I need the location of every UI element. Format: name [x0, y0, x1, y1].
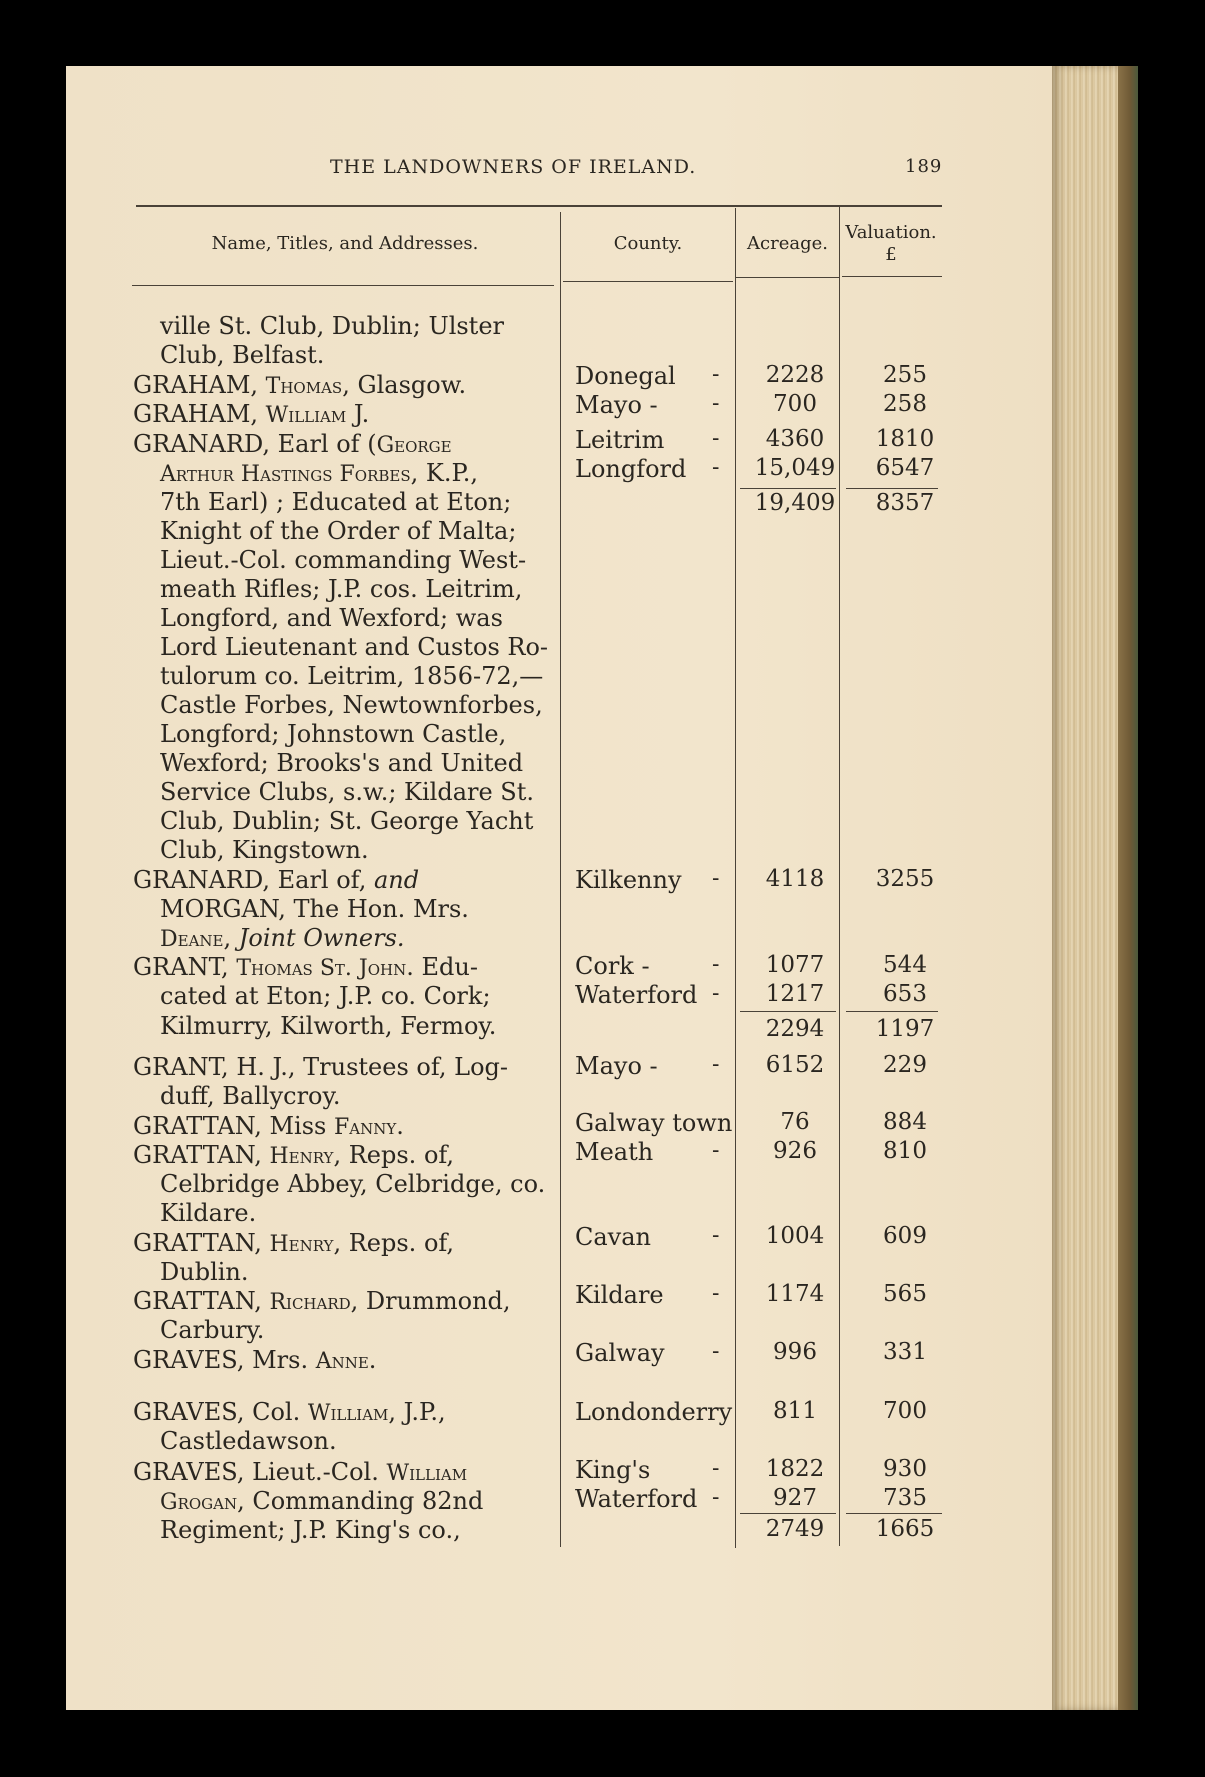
entry-line — [160, 1258, 249, 1286]
entry-text: GRATTAN, — [133, 1229, 270, 1257]
entry-text: GRAHAM, — [133, 400, 266, 428]
entry-line — [133, 1053, 508, 1081]
col-divider-3 — [839, 206, 840, 1546]
entry-line — [160, 1082, 341, 1110]
entry-text: Thomas St. John — [236, 956, 407, 981]
valuation-cell: 544 — [883, 952, 927, 978]
entry-text: meath Rifles; J.P. cos. Leitrim, — [160, 575, 523, 603]
column-header-name: Name, Titles, and Addresses. — [211, 233, 479, 254]
acreage-total: 2749 — [765, 1516, 825, 1542]
book-spine-band — [1118, 66, 1138, 1710]
acreage-cell: 76 — [780, 1109, 810, 1135]
county-cell: King's — [575, 1456, 651, 1484]
entry-text: GRATTAN, Miss — [133, 1112, 334, 1140]
valuation-cell: 6547 — [875, 455, 935, 481]
entry-line — [160, 488, 511, 516]
sum-rule-valuation — [846, 488, 938, 489]
valuation-cell: 700 — [883, 1398, 927, 1424]
county-cell: Kildare — [575, 1281, 664, 1309]
entry-line — [160, 517, 516, 545]
county-cell: Donegal — [575, 362, 676, 390]
entry-line — [160, 895, 469, 923]
acreage-total: 19,409 — [754, 490, 836, 516]
valuation-cell: 331 — [883, 1339, 927, 1365]
county-cell: Longford — [575, 455, 687, 483]
entry-line — [160, 924, 405, 954]
valuation-cell: 1810 — [875, 426, 935, 452]
entry-text: GRATTAN, — [133, 1141, 270, 1169]
sum-rule-valuation — [846, 1513, 942, 1514]
county-cell: Cavan — [575, 1223, 651, 1251]
column-header-acreage: Acreage. — [747, 233, 828, 254]
entry-text: and — [373, 866, 420, 894]
entry-text: , J.P., — [388, 1398, 446, 1426]
entry-text: tulorum co. Leitrim, 1856-72,— — [160, 662, 544, 690]
valuation-total: 1197 — [875, 1016, 935, 1042]
entry-text: , K.P., — [410, 459, 478, 487]
entry-text: Club, Belfast. — [160, 341, 325, 369]
county-cell: Kilkenny — [575, 866, 682, 894]
entry-line — [133, 371, 466, 401]
page-number: 189 — [905, 156, 943, 177]
acreage-header-underline — [736, 277, 839, 278]
entry-line — [160, 1427, 337, 1455]
column-header-valuation: Valuation. — [845, 222, 937, 243]
entry-text: 7th Earl) ; Educated at Eton; — [160, 488, 512, 516]
entry-line — [133, 400, 369, 430]
acreage-cell: 927 — [773, 1485, 817, 1511]
entry-text: Lord Lieutenant and Custos Ro- — [160, 633, 549, 661]
entry-text: William — [386, 1461, 468, 1486]
sum-rule-acreage — [740, 1011, 836, 1012]
valuation-cell: 735 — [883, 1485, 927, 1511]
acreage-cell: 1004 — [765, 1223, 825, 1249]
entry-line — [160, 720, 506, 748]
entry-text: Lieut.-Col. commanding West- — [160, 546, 527, 574]
valuation-cell: 229 — [883, 1052, 927, 1078]
entry-line — [160, 341, 324, 369]
leader-dash: - — [712, 362, 720, 387]
entry-text: Joint Owners. — [238, 924, 405, 952]
entry-line — [160, 633, 548, 661]
entry-text: George — [376, 433, 452, 458]
col-divider-1 — [560, 212, 561, 1547]
entry-line — [160, 807, 533, 835]
entry-text: Thomas — [265, 374, 343, 399]
entry-text: MORGAN, The Hon. Mrs. — [160, 895, 469, 923]
acreage-cell: 1822 — [765, 1456, 825, 1482]
entry-text: . Edu- — [406, 953, 478, 981]
valuation-total: 1665 — [875, 1516, 935, 1542]
entry-line — [160, 575, 522, 603]
entry-line — [133, 1112, 404, 1142]
entry-text: GRANT, — [133, 953, 237, 981]
entry-text: ville St. Club, Dublin; Ulster — [160, 312, 505, 340]
leader-dash: - — [712, 1052, 720, 1077]
entry-text: . — [368, 1346, 377, 1374]
entry-text: GRAVES, Mrs. — [133, 1346, 316, 1374]
entry-line — [133, 430, 452, 460]
entry-text: , Glasgow. — [342, 371, 467, 399]
leader-dash: - — [712, 1138, 720, 1163]
entry-text: , Drummond, — [350, 1287, 511, 1315]
county-cell: Galway town — [575, 1109, 733, 1137]
entry-text: Wexford; Brooks's and United — [160, 749, 524, 777]
leader-dash: - — [712, 1223, 720, 1248]
entry-text: GRATTAN, — [133, 1287, 270, 1315]
valuation-unit: £ — [885, 244, 897, 265]
county-cell: Mayo - — [575, 391, 658, 419]
entry-text: Castledawson. — [160, 1427, 337, 1455]
entry-line — [160, 749, 523, 777]
entry-line — [133, 1287, 511, 1317]
entry-line — [160, 546, 526, 574]
acreage-cell: 996 — [773, 1339, 817, 1365]
entry-text: Grogan — [160, 1490, 238, 1515]
entry-line — [133, 1346, 376, 1376]
entry-line — [160, 1516, 461, 1544]
leader-dash: - — [712, 455, 720, 480]
entry-line — [133, 1229, 454, 1259]
acreage-cell: 2228 — [765, 362, 825, 388]
sum-rule-acreage — [740, 488, 836, 489]
entry-text: Club, Dublin; St. George Yacht — [160, 807, 534, 835]
valuation-cell: 810 — [883, 1138, 927, 1164]
entry-line — [160, 1012, 496, 1040]
county-cell: Leitrim — [575, 426, 665, 454]
county-cell: Cork - — [575, 952, 650, 980]
entry-line — [133, 1398, 446, 1428]
top-rule — [136, 205, 942, 207]
county-cell: Galway — [575, 1339, 665, 1367]
entry-text: GRANT, H. J., Trustees of, Log- — [133, 1053, 508, 1081]
acreage-cell: 700 — [773, 391, 817, 417]
valuation-cell: 653 — [883, 981, 927, 1007]
entry-line — [133, 953, 478, 983]
entry-text: cated at Eton; J.P. co. Cork; — [160, 982, 491, 1010]
leader-dash: - — [712, 1339, 720, 1364]
county-cell: Mayo - — [575, 1052, 658, 1080]
entry-text: Longford; Johnstown Castle, — [160, 720, 507, 748]
county-header-underline — [563, 281, 733, 282]
sum-rule-acreage — [740, 1513, 836, 1514]
acreage-cell: 1077 — [765, 952, 825, 978]
valuation-cell: 3255 — [875, 866, 935, 892]
entry-line — [160, 459, 478, 489]
entry-text: William — [265, 403, 347, 428]
valuation-cell: 609 — [883, 1223, 927, 1249]
entry-text: , Reps. of, — [333, 1141, 455, 1169]
entry-text: duff, Ballycroy. — [160, 1082, 341, 1110]
running-title: THE LANDOWNERS OF IRELAND. — [330, 156, 697, 178]
entry-text: Longford, and Wexford; was — [160, 604, 503, 632]
entry-line — [160, 662, 543, 690]
entry-text: GRAHAM, — [133, 371, 266, 399]
entry-text: Anne — [315, 1349, 369, 1374]
entry-line — [160, 691, 543, 719]
entry-line — [160, 1170, 545, 1198]
entry-text: Carbury. — [160, 1316, 265, 1344]
entry-text: Club, Kingstown. — [160, 836, 369, 864]
acreage-cell: 4118 — [765, 866, 825, 892]
entry-text: GRANARD, Earl of, — [133, 866, 374, 894]
entry-line — [160, 604, 503, 632]
leader-dash: - — [712, 981, 720, 1006]
entry-line — [133, 1141, 454, 1171]
col-divider-2 — [735, 208, 736, 1548]
entry-text: Regiment; J.P. King's co., — [160, 1516, 461, 1544]
leader-dash: - — [712, 1456, 720, 1481]
entry-text: Arthur Hastings Forbes — [160, 462, 411, 487]
entry-text: GRAVES, Lieut.-Col. — [133, 1458, 387, 1486]
acreage-total: 2294 — [765, 1016, 825, 1042]
name-header-underline — [132, 285, 554, 286]
entry-line — [160, 312, 504, 340]
valuation-cell: 258 — [883, 391, 927, 417]
acreage-cell: 6152 — [765, 1052, 825, 1078]
entry-text: . — [396, 1112, 404, 1140]
entry-text: Richard — [269, 1290, 351, 1315]
valuation-cell: 930 — [883, 1456, 927, 1482]
leader-dash: - — [712, 1485, 720, 1510]
entry-text: Castle Forbes, Newtownforbes, — [160, 691, 543, 719]
acreage-cell: 926 — [773, 1138, 817, 1164]
entry-text: Henry — [269, 1232, 334, 1257]
valuation-header-underline — [842, 276, 942, 277]
entry-text: Celbridge Abbey, Celbridge, co. — [160, 1170, 546, 1198]
county-cell: Londonderry — [575, 1398, 733, 1426]
acreage-cell: 811 — [773, 1398, 817, 1424]
leader-dash: - — [712, 866, 720, 891]
entry-line — [160, 836, 369, 864]
entry-text: Kilmurry, Kilworth, Fermoy. — [160, 1012, 497, 1040]
valuation-cell: 884 — [883, 1109, 927, 1135]
entry-line — [133, 866, 419, 894]
leader-dash: - — [712, 391, 720, 416]
county-cell: Waterford — [575, 1485, 698, 1513]
leader-dash: - — [712, 1281, 720, 1306]
column-header-county: County. — [613, 233, 683, 254]
entry-text: Service Clubs, s.w.; Kildare St. — [160, 778, 535, 806]
entry-line — [133, 1458, 467, 1488]
entry-text: J. — [346, 400, 370, 428]
entry-line — [160, 778, 534, 806]
entry-text: , Reps. of, — [333, 1229, 455, 1257]
county-cell: Waterford — [575, 981, 698, 1009]
acreage-cell: 1217 — [765, 981, 825, 1007]
acreage-cell: 15,049 — [754, 455, 836, 481]
acreage-cell: 1174 — [765, 1281, 825, 1307]
leader-dash: - — [712, 426, 720, 451]
entry-text: Fanny — [333, 1115, 397, 1140]
entry-text: William — [307, 1401, 389, 1426]
entry-text: , Commanding 82nd — [237, 1487, 484, 1515]
entry-line — [160, 982, 491, 1010]
valuation-cell: 565 — [883, 1281, 927, 1307]
entry-line — [160, 1316, 264, 1344]
sum-rule-valuation — [846, 1011, 938, 1012]
entry-text: Knight of the Order of Malta; — [160, 517, 517, 545]
acreage-cell: 4360 — [765, 426, 825, 452]
entry-text: , — [223, 924, 239, 952]
entry-text: Henry — [269, 1144, 334, 1169]
entry-text: GRANARD, Earl of ( — [133, 430, 377, 458]
entry-text: Dublin. — [160, 1258, 249, 1286]
county-cell: Meath — [575, 1138, 654, 1166]
valuation-total: 8357 — [875, 490, 935, 516]
entry-text: GRAVES, Col. — [133, 1398, 308, 1426]
entry-line — [160, 1487, 483, 1517]
entry-text: Kildare. — [160, 1199, 257, 1227]
entry-line — [160, 1199, 256, 1227]
leader-dash: - — [712, 952, 720, 977]
valuation-cell: 255 — [883, 362, 927, 388]
entry-text: Deane — [160, 927, 224, 952]
